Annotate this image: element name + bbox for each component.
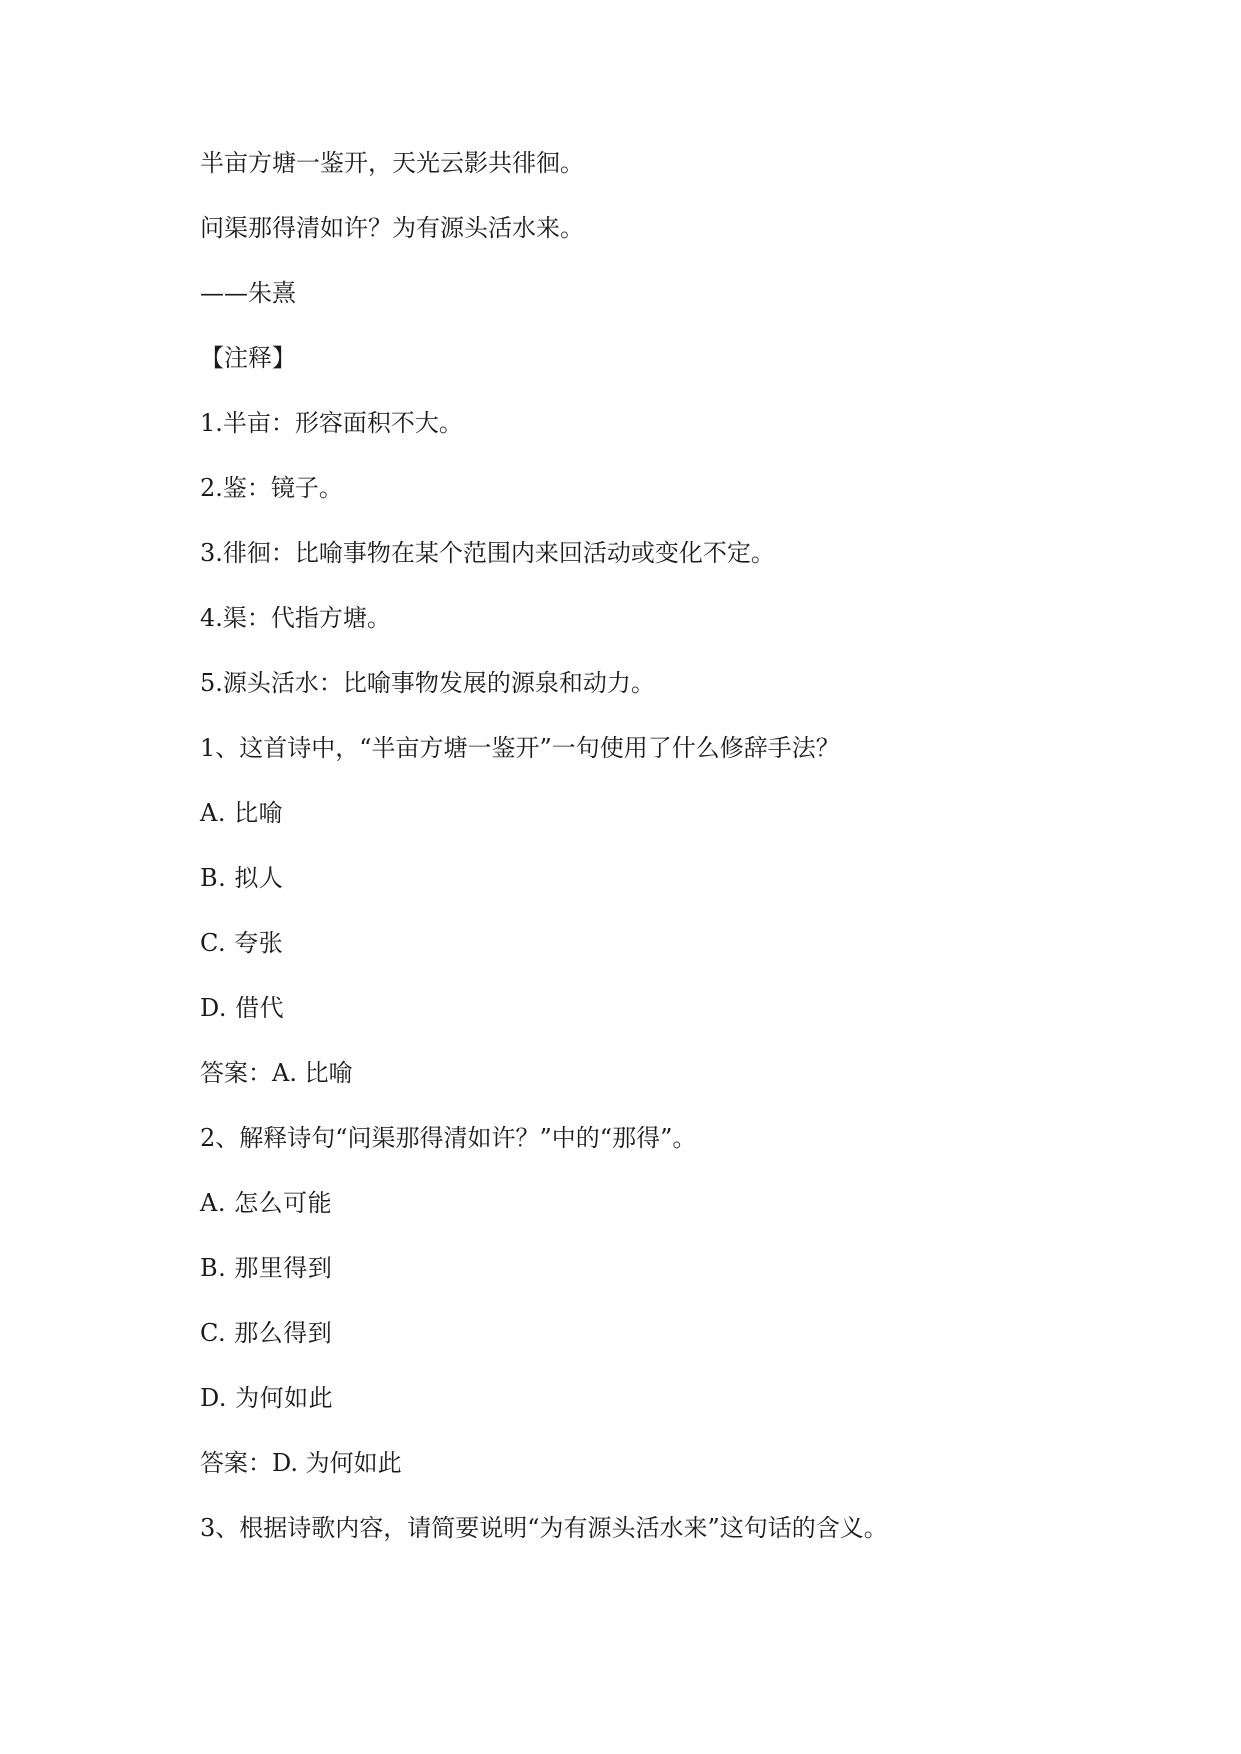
- question-1-answer: 答案：A. 比喻: [200, 1059, 353, 1087]
- question-2-answer: 答案：D. 为何如此: [200, 1449, 402, 1477]
- question-2-text: 2、解释诗句“问渠那得清如许？”中的“那得”。: [200, 1124, 697, 1152]
- document-page: [200, 148, 1100, 1578]
- question-1-option-a: A. 比喻: [200, 799, 284, 827]
- poem-line-1: 半亩方塘一鉴开，天光云影共徘徊。: [200, 149, 584, 177]
- poem-author: ——朱熹: [200, 279, 296, 307]
- question-3-text: 3、根据诗歌内容，请简要说明“为有源头活水来”这句话的含义。: [200, 1514, 888, 1542]
- question-1-option-c: C. 夸张: [200, 929, 284, 957]
- note-item: 1.半亩：形容面积不大。: [200, 409, 463, 437]
- question-2-option-b: B. 那里得到: [200, 1254, 333, 1282]
- note-item: 5.源头活水：比喻事物发展的源泉和动力。: [200, 669, 655, 697]
- question-2-option-d: D. 为何如此: [200, 1384, 334, 1412]
- question-2-option-c: C. 那么得到: [200, 1319, 333, 1347]
- note-item: 3.徘徊：比喻事物在某个范围内来回活动或变化不定。: [200, 539, 775, 567]
- notes-heading: 【注释】: [200, 344, 296, 372]
- question-2-option-a: A. 怎么可能: [200, 1189, 333, 1217]
- question-1-text: 1、这首诗中，“半亩方塘一鉴开”一句使用了什么修辞手法？: [200, 734, 840, 762]
- poem-line-2: 问渠那得清如许？为有源头活水来。: [200, 214, 584, 242]
- note-item: 2.鉴：镜子。: [200, 474, 343, 502]
- note-item: 4.渠：代指方塘。: [200, 604, 391, 632]
- question-1-option-d: D. 借代: [200, 994, 285, 1022]
- question-1-option-b: B. 拟人: [200, 864, 284, 892]
